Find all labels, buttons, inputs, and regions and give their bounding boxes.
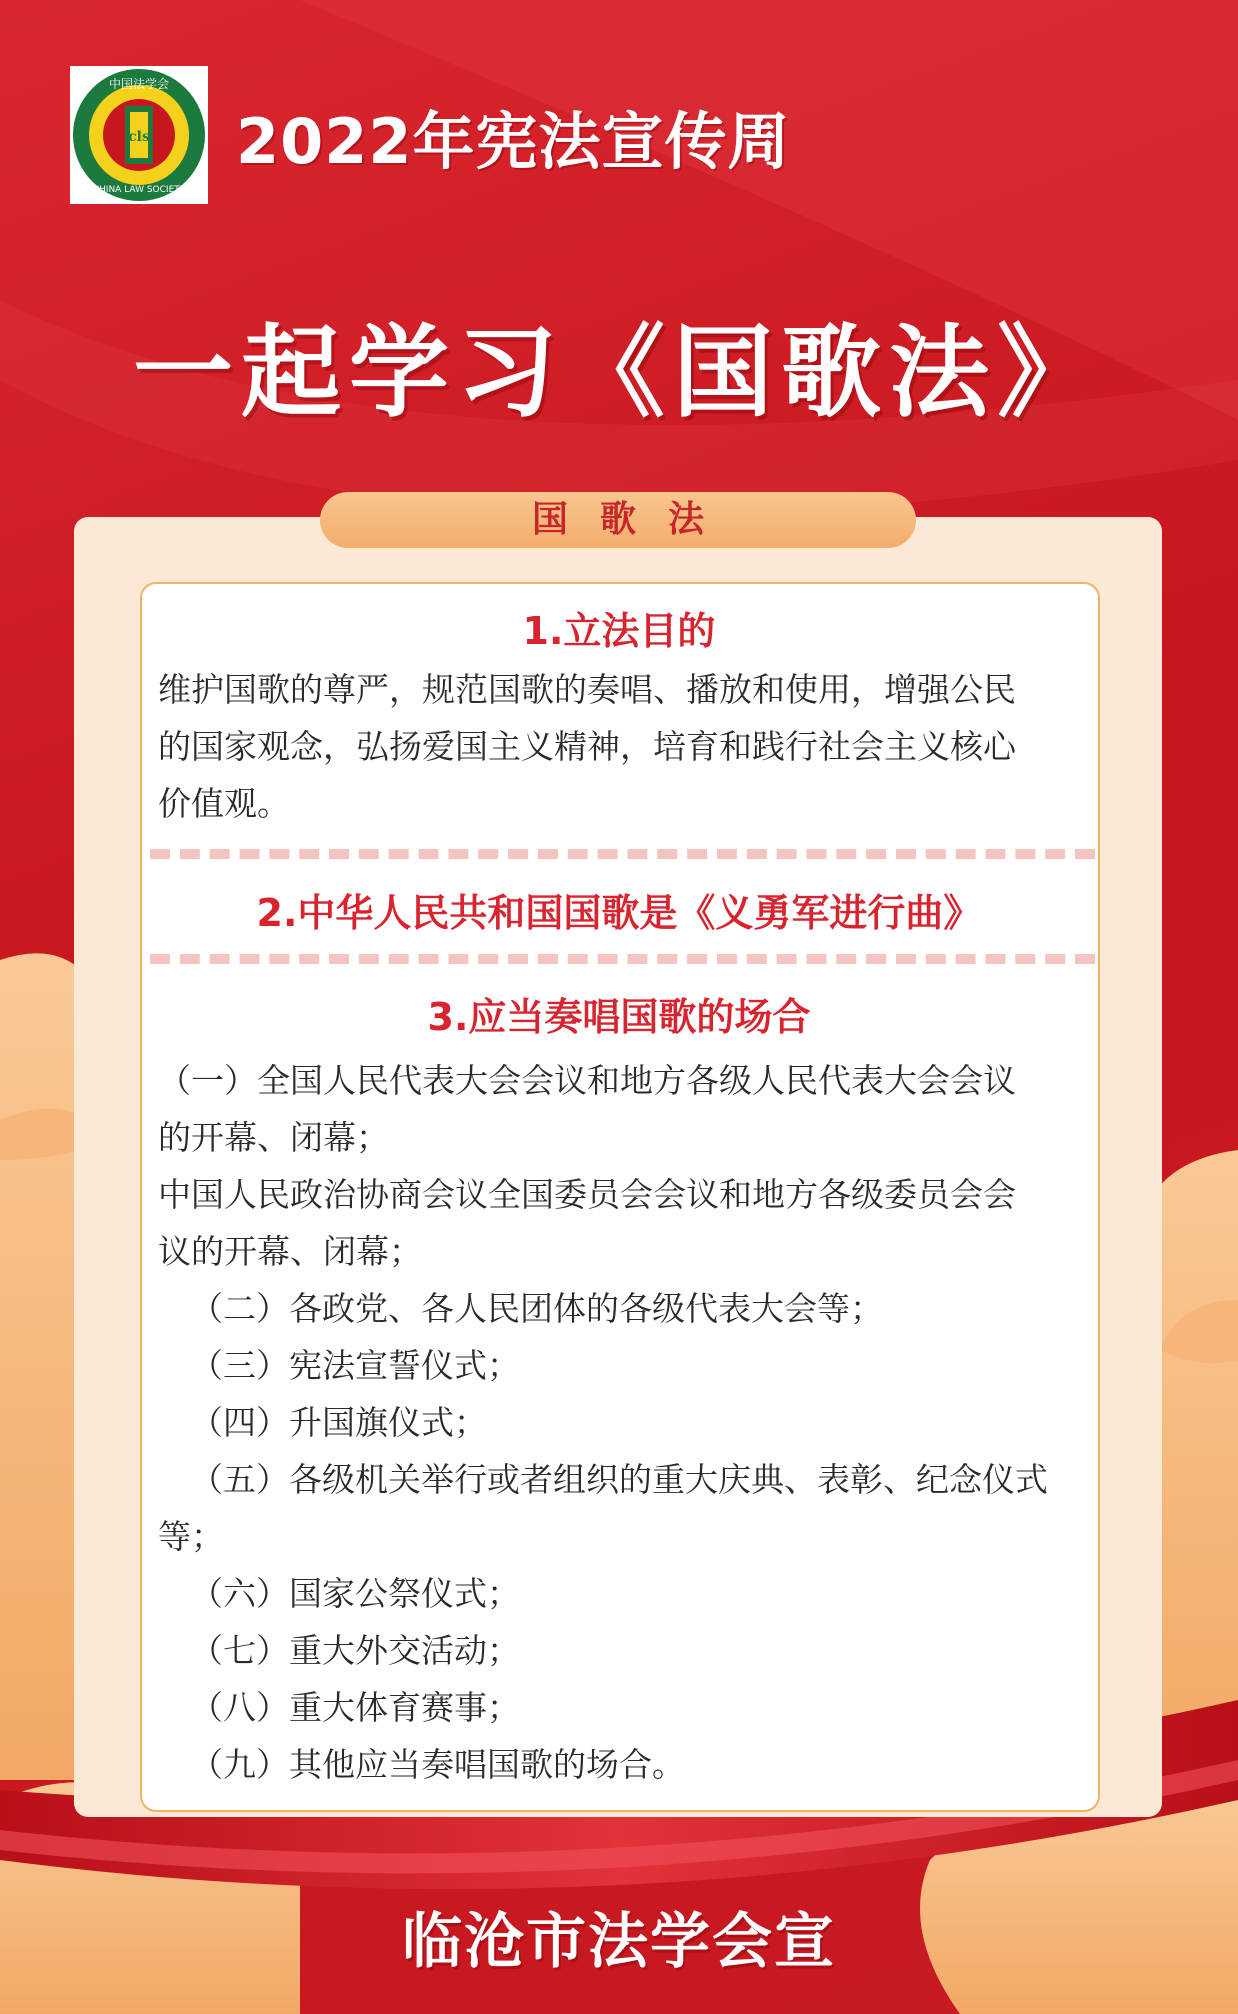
main-title: 一起学习《国歌法》: [133, 314, 1105, 431]
logo-center-text: cls: [128, 129, 150, 145]
footer-publisher: 临沧市法学会宣: [402, 1907, 836, 1977]
section-2-title: 2.中华人民共和国国歌是《义勇军进行曲》: [256, 891, 982, 935]
logo-bottom-text: CHINA LAW SOCIETY: [92, 185, 186, 195]
section-1-title: 1.立法目的: [522, 609, 716, 653]
section-3-line: （三）宪法宣誓仪式；: [190, 1346, 520, 1385]
section-3-line: （九）其他应当奏唱国歌的场合。: [190, 1745, 685, 1784]
section-3-line: 中国人民政治协商会议全国委员会会议和地方各级委员会会: [158, 1175, 1016, 1214]
logo-emblem: [70, 66, 208, 204]
section-3-line: 的开幕、闭幕；: [158, 1118, 389, 1157]
section-3-line: （二）各政党、各人民团体的各级代表大会等；: [190, 1289, 883, 1328]
section-3-line: （一）全国人民代表大会会议和地方各级人民代表大会会议: [158, 1061, 1016, 1100]
section-3-line: （四）升国旗仪式；: [190, 1403, 487, 1442]
section-divider: [150, 849, 1095, 859]
section-1-line: 维护国歌的尊严，规范国歌的奏唱、播放和使用，增强公民: [158, 670, 1016, 709]
section-3-title: 3.应当奏唱国歌的场合: [427, 995, 811, 1039]
section-1-line: 价值观。: [158, 784, 290, 823]
section-3-line: 等；: [158, 1517, 224, 1556]
section-divider: [150, 954, 1095, 964]
header-title: 2022年宪法宣传周: [236, 105, 791, 178]
section-3-line: （五）各级机关举行或者组织的重大庆典、表彰、纪念仪式: [190, 1460, 1048, 1499]
section-3-line: （六）国家公祭仪式；: [190, 1574, 520, 1613]
section-3-line: （七）重大外交活动；: [190, 1631, 520, 1670]
china-law-society-logo: [70, 66, 208, 204]
section-3-line: 议的开幕、闭幕；: [158, 1232, 422, 1271]
logo-top-text: 中国法学会: [108, 77, 170, 91]
section-3-line: （八）重大体育赛事；: [190, 1688, 520, 1727]
card-tab-label: 国歌法: [320, 492, 916, 548]
section-1-line: 的国家观念，弘扬爱国主义精神，培育和践行社会主义核心: [158, 727, 1016, 766]
